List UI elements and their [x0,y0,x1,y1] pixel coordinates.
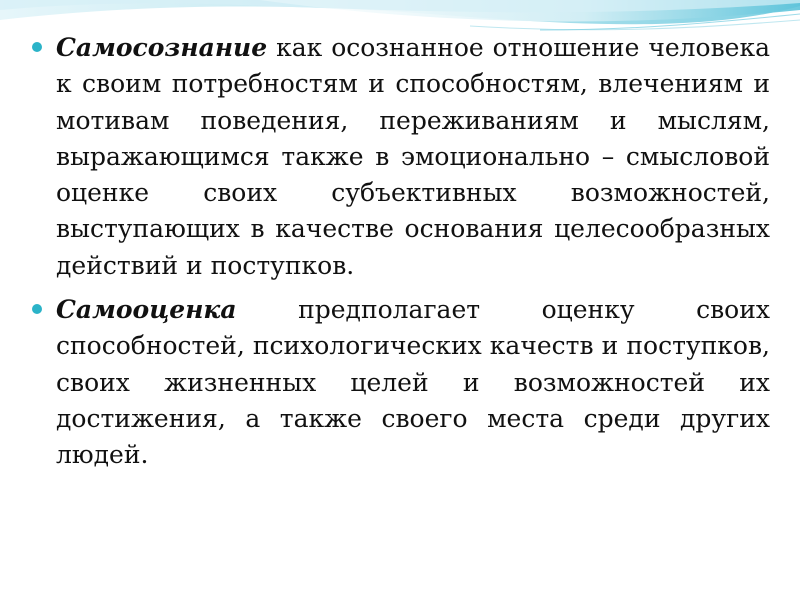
bullet-dot-icon [32,42,42,52]
bullet-item-samosoznanie [32,30,770,284]
bullet-list [32,30,770,482]
term-samosoznanie: Самосознание [56,33,268,62]
bullet-dot-icon [32,304,42,314]
bullet-item-samootsenka [32,292,770,473]
term-samootsenka: Самооценка [56,295,237,325]
definition-samosoznanie: как осознанное отношение человека к своим потребностям и способностям, влечениям и мотивам поведения, переживаниям и мыслям, выражающимся также в эмоционально – смысловой оценке своих субъективных возможностей, выступающих в качестве основания целесообразных действий и поступков. [56,33,770,280]
definition-samootsenka: предполагает оценку своих способностей, психологических качеств и поступков, своих жизненных целей и возможностей их достижения, а также своего места среди других людей. [56,295,770,470]
